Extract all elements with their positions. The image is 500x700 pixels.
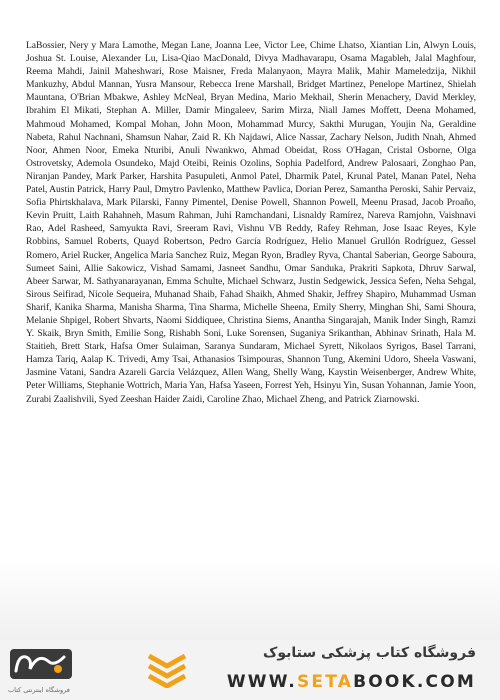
setabook-logo-icon: [8, 643, 74, 687]
store-url-suffix: BOOK.COM: [353, 672, 476, 692]
store-url-prefix: WWW.: [226, 672, 297, 692]
store-url[interactable]: [227, 672, 476, 692]
footer-banner: [0, 640, 500, 700]
logo-subtext: فروشگاه اینترنتی کتاب: [8, 686, 70, 694]
bottom-fade: [0, 560, 500, 640]
book-icon: [147, 650, 187, 688]
contributors-paragraph: LaBossier, Nery y Mara Lamothe, Megan Lane, Joanna Lee, Victor Lee, Chime Lhatso, Xiantian Lin, Alwyn Louis, Joshua St. Louise, Alexander Lu, Lisa-Qiao MacDonald, Divya Madhavarapu, Osama Magableh, Jalal Maghfour, Reema Mahdi, Jainil Maheshwari, Rose Maisner, Freda Malanyaon, Mayra Malik, Mahir Mameledzija, Nikhil Mankuzhy, Abdul Mannan, Yusra Mansour, Rebecca Irene Marshall, Bridget Martinez, Penelope Martinez, Shielah Mauntana, O'Brian Mbakwe, Ashley McNeal, Bryan Medina, Mario Mekhail, Sherin Menachery, David Merkley, Ibrahim El Mikati, Stephan A. Miller, Damir Mingaleev, Sarim Mirza, Niall James Moffett, Deena Mohamed, Mahmoud Mohamed, Kompal Mohan, John Moon, Mohammad Murcy, Sakthi Murugan, Youjin Na, Geraldine Nabeta, Rahul Nachnani, Shamsun Nahar, Zaid R. Kh Najdawi, Alice Nassar, Zachary Nelson, Judith Nnah, Ahmed Noor, Ahmen Noor, Emeka Nturibi, Anuli Nwankwo, Ahmad Obeidat, Ross O'Hagan, Cristal Osborne, Olga Ostrovetsky, Ademola Osundeko, Majd Oteibi, Reinis Ozolins, Sophia Padelford, Andrew Palosaari, Zonghao Pan, Niranjan Pandey, Mark Parker, Harshita Pasupuleti, Anmol Patel, Dharmik Patel, Krunal Patel, Manan Patel, Neha Patel, Austin Patrick, Harry Paul, Dmytro Pavlenko, Matthew Pavlica, Dorian Perez, Samantha Peroski, Sahir Pervaiz, Sofia Phirtskhalava, Mark Pilarski, Fanny Pimentel, Denise Powell, Shannon Powell, Meenu Prasad, Jacob Proaño, Kevin Pruitt, Laith Rahahneh, Masum Rahman, Juhi Ramchandani, Lisnaldy Ramírez, Nareva Ramjohn, Vaishnavi Rao, Adel Rasheed, Samyukta Ravi, Sreeram Ravi, Vishnu VB Reddy, Rafey Rehman, Jose Isaac Reyes, Kyle Robbins, Samuel Roberts, Quayd Robertson, Pedro García Rodríguez, Helio Manuel Grullón Rodríguez, Gessel Romero, Ariel Rucker, Angelica Maria Sanchez Ruiz, Megan Ryon, Bradley Ryva, Chantal Saberian, George Saboura, Sumeet Saini, Allie Sakowicz, Vishad Samami, Jasneet Sandhu, Omar Sanduka, Prakriti Sapkota, Dhruv Sarwal, Abeer Sarwar, M. Sathyanarayanan, Emma Schulte, Michael Schwarz, Justin Sedgewick, Jessica Sefen, Neha Sehgal, Sirous Seifirad, Nicole Sequeira, Muhanad Shaib, Fahad Shaikh, Ahmed Shakir, Jeffrey Shapiro, Muhammad Usman Sharif, Kanika Sharma, Manisha Sharma, Tina Sharma, Michelle Sheena, Emily Sherry, Minghan Shi, Sami Shoura, Melanie Shpigel, Robert Shvarts, Naomi Siddiquee, Christina Siems, Anantha Singarajah, Manik Inder Singh, Ramzi Y. Skaik, Bryn Smith, Emilie Song, Rishabh Soni, Luke Sorensen, Suganiya Srikanthan, Abhinav Srinath, Hala M. Staitieh, Brett Stark, Hafsa Omer Sulaiman, Saranya Sundaram, Michael Syrett, Nikolaos Syrigos, Basel Tarrani, Hamza Tariq, Aalap K. Trivedi, Amy Tsai, Athanasios Tsimpouras, Shannon Tung, Akemini Udoro, Sheela Vaswani, Jasmine Vatani, Sandra Azareli Garcia Velázquez, Allen Wang, Shelly Wang, Kaystin Weisenberger, Andrew White, Peter Williams, Stephanie Wottrich, Maria Yan, Hafsa Yaseen, Forrest Yeh, Hsinyu Yin, Susan Yohannan, Jamie Yoon, Zurabi Zaalishvili, Syed Zeeshan Haider Zaidi, Caroline Zhao, Michael Zheng, and Patrick Ziarnowski.: [26, 40, 476, 405]
store-url-accent: SETA: [296, 672, 354, 692]
store-title: فروشگاه کتاب پزشکی ستابوک: [263, 645, 476, 661]
